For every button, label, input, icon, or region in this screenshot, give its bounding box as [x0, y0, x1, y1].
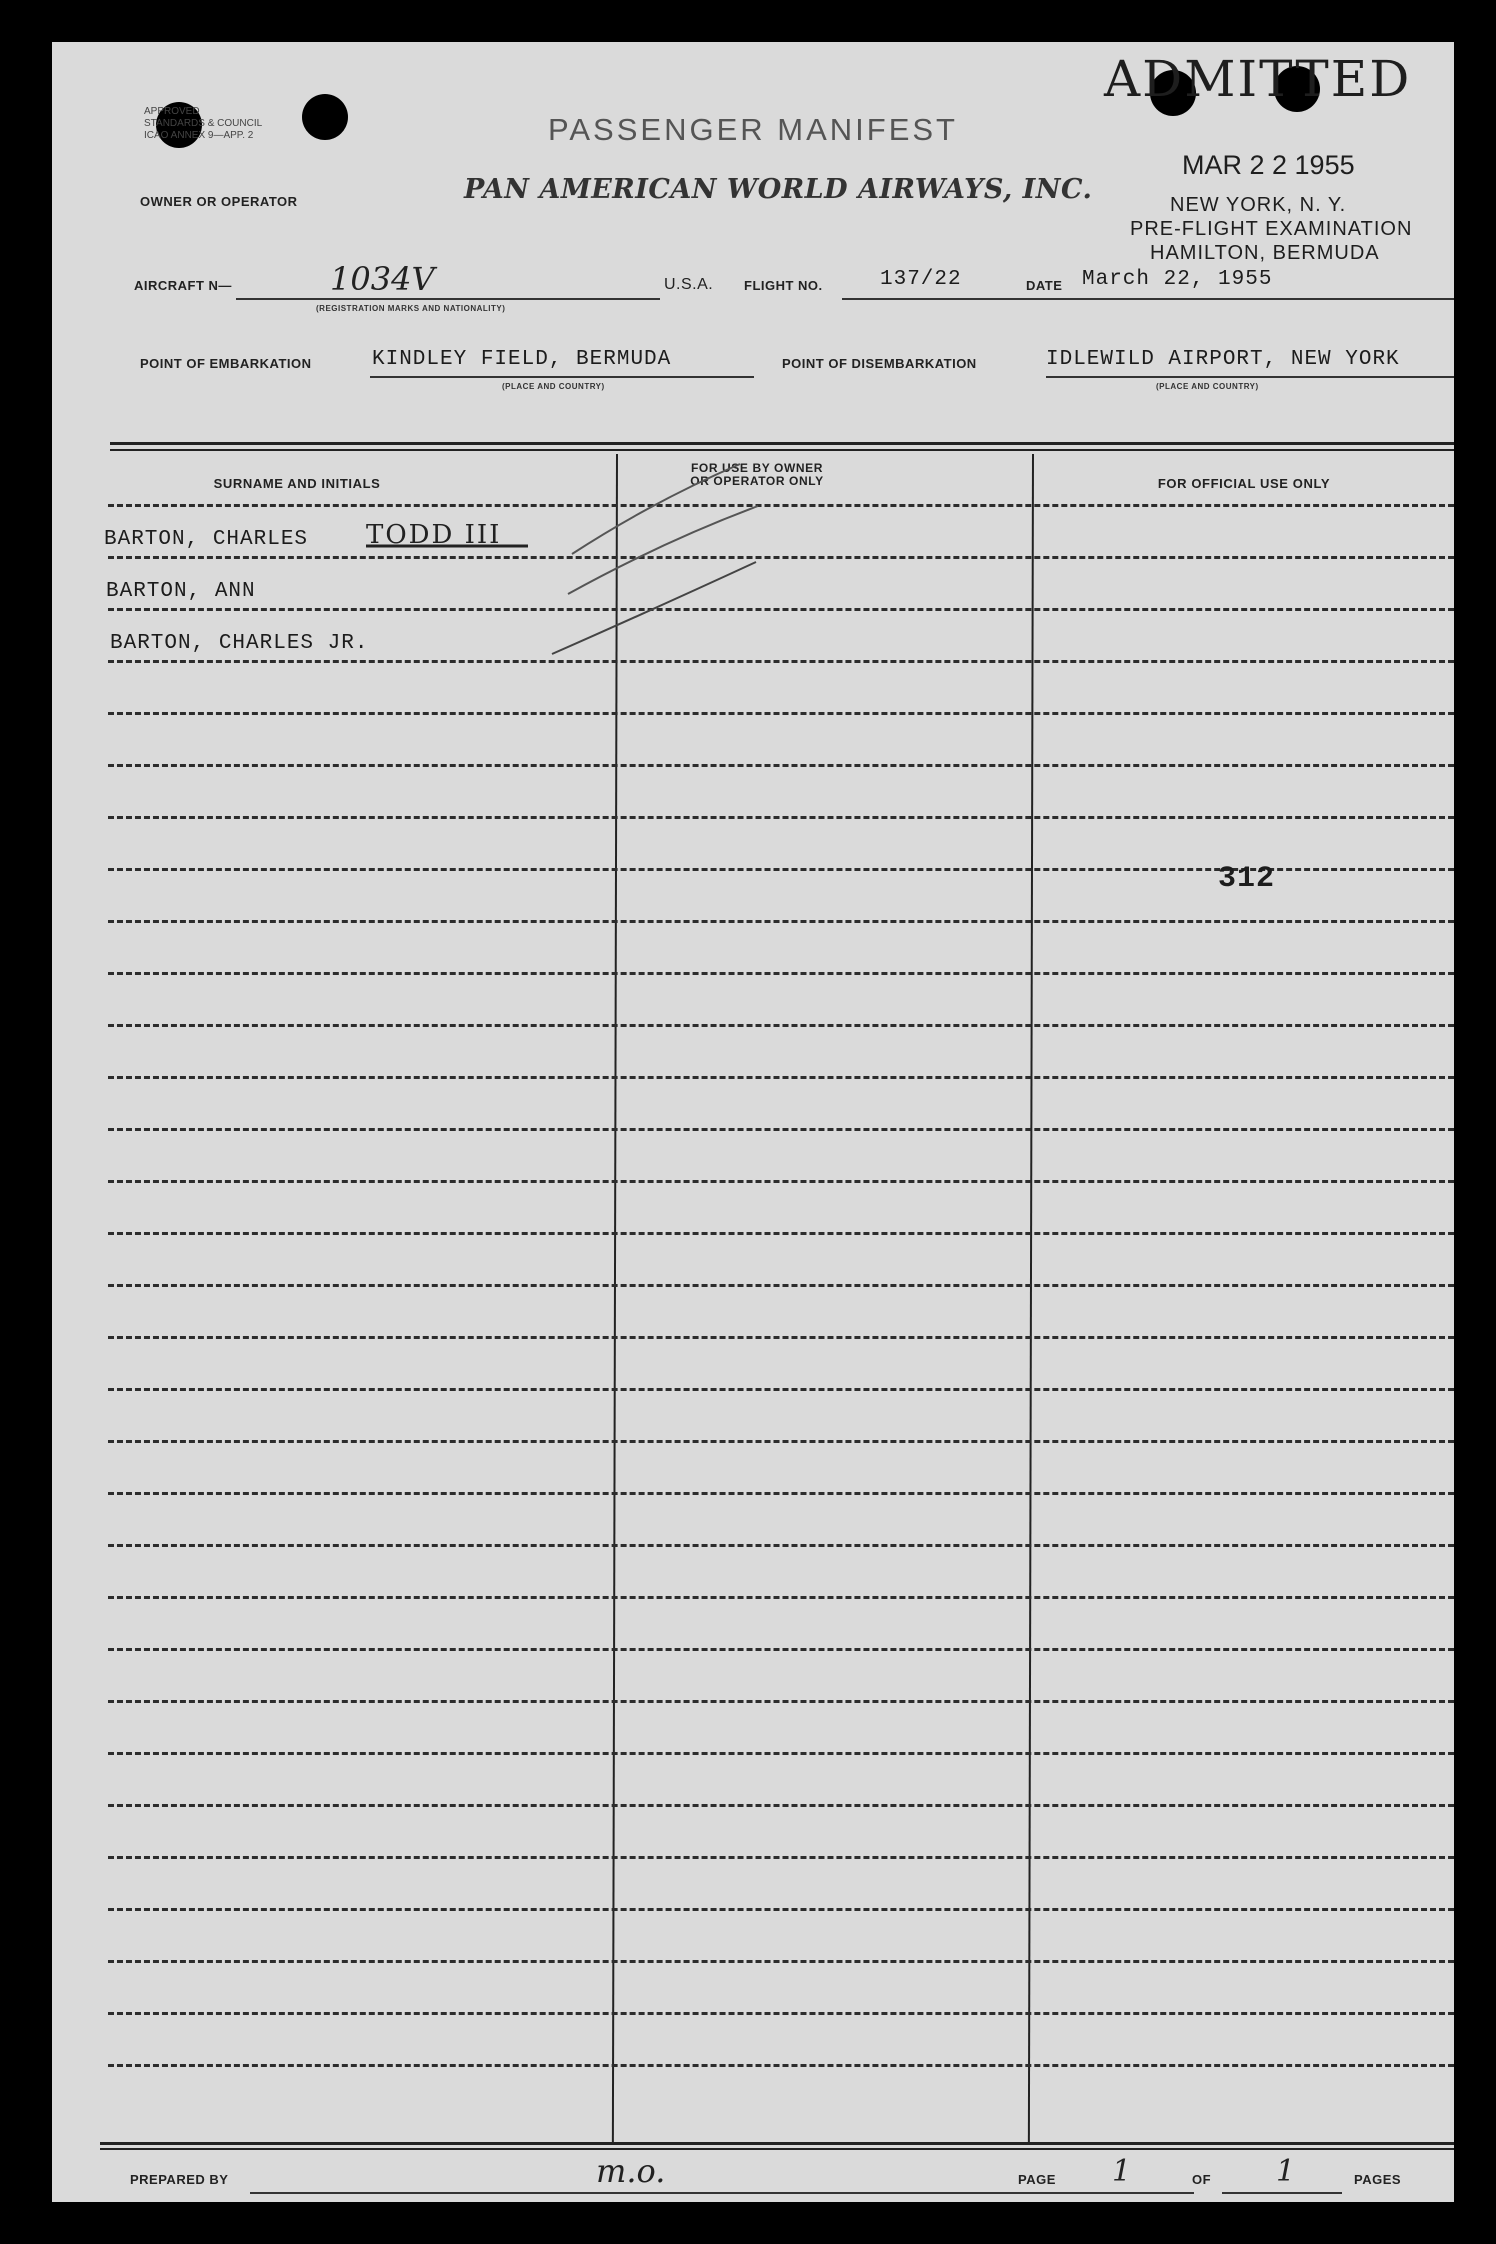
pen-stroke [552, 562, 756, 654]
admitted-stamp-word: ADMITTED [1104, 50, 1412, 108]
total-pages: 1 [1276, 2154, 1296, 2189]
stamp-line: HAMILTON, BERMUDA [1150, 242, 1380, 264]
flight-label: FLIGHT NO. [744, 278, 823, 293]
passenger-name: BARTON, ANN [106, 580, 256, 603]
stamp-line: NEW YORK, N. Y. [1170, 194, 1347, 216]
bottom-rule [100, 2148, 1454, 2150]
of-label: OF [1192, 2172, 1212, 2187]
column-header-owner-use: FOR USE BY OWNER [690, 461, 824, 475]
disembarkation-label: POINT OF DISEMBARKATION [782, 356, 977, 371]
usa-label: U.S.A. [664, 276, 714, 293]
flight-date: March 22, 1955 [1082, 268, 1273, 291]
passenger-name: BARTON, CHARLES [104, 528, 309, 551]
owner-label: OWNER OR OPERATOR [140, 194, 298, 209]
column-header-official: FOR OFFICIAL USE ONLY [1157, 476, 1331, 491]
approval-line: STANDARDS & COUNCIL [144, 118, 263, 129]
embarkation-point: KINDLEY FIELD, BERMUDA [372, 348, 672, 371]
date-label: DATE [1026, 278, 1063, 293]
pen-stroke [568, 506, 758, 594]
prepared-by-initials: m.o. [596, 2152, 666, 2190]
stamp-date: MAR 2 2 1955 [1182, 150, 1355, 180]
pages-label: PAGES [1354, 2172, 1402, 2187]
form-title: PASSENGER MANIFEST [548, 112, 958, 147]
aircraft-sublabel: (REGISTRATION MARKS AND NATIONALITY) [316, 304, 506, 313]
column-header-surname: SURNAME AND INITIALS [213, 476, 381, 491]
pen-strokes [52, 42, 1454, 2202]
column-header-owner-use: OR OPERATOR ONLY [690, 474, 824, 488]
approval-line: ICAO ANNEX 9—APP. 2 [144, 130, 254, 141]
approval-line: APPROVED [144, 106, 200, 117]
prepared-by-label: PREPARED BY [130, 2172, 229, 2187]
pen-stroke [572, 464, 740, 554]
official-number: 312 [1218, 862, 1276, 896]
stamp-line: PRE-FLIGHT EXAMINATION [1130, 218, 1413, 240]
disembarkation-point: IDLEWILD AIRPORT, NEW YORK [1046, 348, 1400, 371]
passenger-name: BARTON, CHARLES JR. [110, 632, 369, 655]
embarkation-sublabel: (PLACE AND COUNTRY) [502, 382, 605, 391]
passenger-name-handwritten: TODD III [366, 520, 502, 550]
page-label: PAGE [1018, 2172, 1056, 2187]
aircraft-label: AIRCRAFT N— [134, 278, 232, 293]
bottom-rule [100, 2142, 1454, 2145]
embarkation-label: POINT OF EMBARKATION [140, 356, 312, 371]
disembarkation-sublabel: (PLACE AND COUNTRY) [1156, 382, 1259, 391]
aircraft-number: 1034V [330, 260, 435, 298]
airline-name: PAN AMERICAN WORLD AIRWAYS, INC. [464, 174, 1093, 205]
flight-number: 137/22 [880, 268, 962, 291]
page-number: 1 [1112, 2154, 1132, 2189]
manifest-sheet [52, 42, 1454, 2202]
